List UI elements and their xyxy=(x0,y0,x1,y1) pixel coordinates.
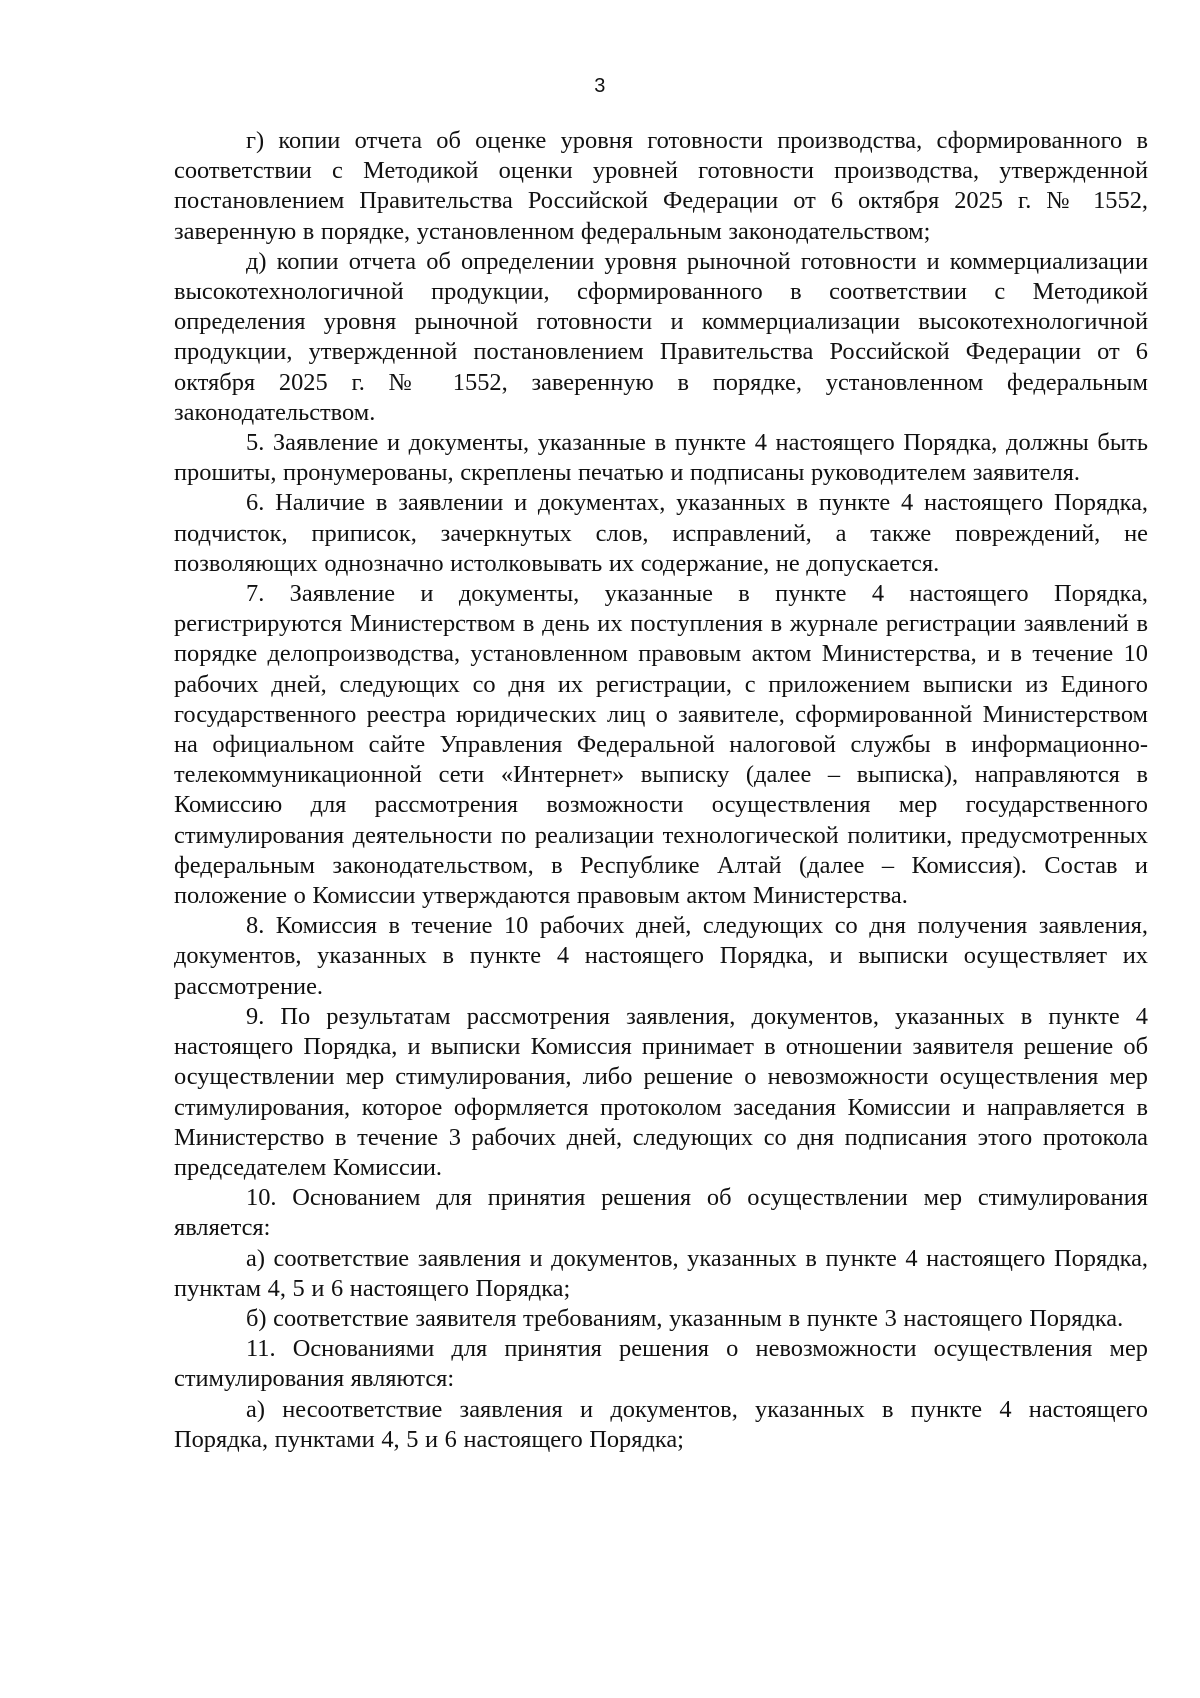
paragraph-10-grounds-for-support: 10. Основанием для принятия решения об осуществлении мер стимулирования является: xyxy=(174,1184,1148,1242)
page-number: 3 xyxy=(594,75,606,97)
paragraph-11-grounds-for-refusal: 11. Основаниями для принятия решения о невозможности осуществления мер стимулирования являются: xyxy=(174,1335,1148,1393)
paragraph-g-production-readiness-report: г) копии отчета об оценке уровня готовности производства, сформированного в соответствии с Методикой оценки уровней готовности производства, утвержденной постановлением Правительства Российской Федерации от 6 октября 2025 г. № 1552, заверенную в порядке, установленном федеральным законодательством; xyxy=(174,127,1148,245)
paragraph-11a-documents-noncompliance: а) несоответствие заявления и документов, указанных в пункте 4 настоящего Порядка, пунктами 4, 5 и 6 настоящего Порядка; xyxy=(174,1395,1148,1453)
paragraph-8-commission-review: 8. Комиссия в течение 10 рабочих дней, следующих со дня получения заявления, документов, указанных в пункте 4 настоящего Порядка, и выписки осуществляет их рассмотрение. xyxy=(174,912,1148,1000)
paragraph-6-no-corrections: 6. Наличие в заявлении и документах, указанных в пункте 4 настоящего Порядка, подчисток, приписок, зачеркнутых слов, исправлений, а также повреждений, не позволяющих однозначно истолковывать их содержание, не допускается. xyxy=(174,489,1148,577)
paragraph-d-market-readiness-report: д) копии отчета об определении уровня рыночной готовности и коммерциализации высокотехнологичной продукции, сформированного в соответствии с Методикой определения уровня рыночной готовности и коммерциализации высокотехнологичной продукции, утвержденной постановлением Правительства Российской Федерации от 6 октября 2025 г. № 1552, заверенную в порядке, установленном федеральным законодательством. xyxy=(174,247,1148,426)
paragraph-10b-applicant-compliance: б) соответствие заявителя требованиям, указанным в пункте 3 настоящего Порядка. xyxy=(246,1304,1124,1332)
paragraph-7-registration: 7. Заявление и документы, указанные в пункте 4 настоящего Порядка, регистрируются Министерством в день их поступления в журнале регистрации заявлений в порядке делопроизводства, установленном правовым актом Министерства, и в течение 10 рабочих дней, следующих со дня их регистрации, с приложением выписки из Единого государственного реестра юридических лиц о заявителе, сформированной Министерством на официальном сайте Управления Федеральной налоговой службы в информационно-телекоммуникационной сети «Интернет» выписку (далее – выписка), направляются в Комиссию для рассмотрения возможности осуществления мер государственного стимулирования деятельности по реализации технологической политики, предусмотренных федеральным законодательством, в Республике Алтай (далее – Комиссия). Состав и положение о Комиссии утверждаются правовым актом Министерства. xyxy=(174,580,1148,910)
paragraph-10a-documents-compliance: а) соответствие заявления и документов, указанных в пункте 4 настоящего Порядка, пунктам 4, 5 и 6 настоящего Порядка; xyxy=(174,1244,1148,1302)
paragraph-5-document-binding: 5. Заявление и документы, указанные в пункте 4 настоящего Порядка, должны быть прошиты, пронумерованы, скреплены печатью и подписаны руководителем заявителя. xyxy=(174,429,1148,487)
paragraph-9-commission-decision: 9. По результатам рассмотрения заявления, документов, указанных в пункте 4 настоящего Порядка, и выписки Комиссия принимает в отношении заявителя решение об осуществлении мер стимулирования, либо решение о невозможности осуществления мер стимулирования, которое оформляется протоколом заседания Комиссии и направляется в Министерство в течение 3 рабочих дней, следующих со дня подписания этого протокола председателем Комиссии. xyxy=(174,1002,1148,1181)
document-body xyxy=(174,126,1148,1455)
